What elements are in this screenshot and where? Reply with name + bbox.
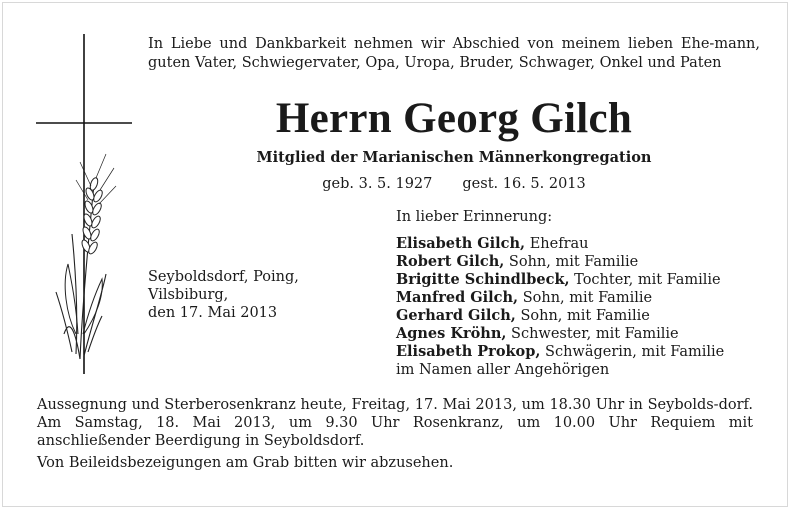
mourner-row: [396, 289, 766, 307]
service-details: [37, 396, 753, 472]
life-dates: [148, 174, 760, 194]
mourner-relation: Schwester, mit Familie: [506, 326, 679, 342]
mourner-name: Robert Gilch,: [396, 253, 505, 270]
death-date: gest. 16. 5. 2013: [462, 176, 586, 192]
service-paragraph: Aussegnung und Sterberosenkranz heute, Freitag, 17. Mai 2013, um 18.30 Uhr in Seybolds-dorf. Am Samstag, 18. Mai 2013, um 9.30 Uhr Rosenkranz, um 10.00 Uhr Requiem mit anschließender Beerdigung in Seyboldsdorf.: [37, 397, 753, 449]
mourner-relation: Sohn, mit Familie: [518, 290, 653, 306]
mourner-row: [396, 343, 766, 361]
mourner-relation: Schwägerin, mit Familie: [540, 344, 725, 360]
place-and-date: [148, 268, 368, 322]
deceased-name: Herrn Georg Gilch: [275, 95, 633, 142]
mourner-row: [396, 235, 766, 253]
mourners-heading: In lieber Erinnerung:: [396, 209, 553, 225]
mourners-block: [396, 208, 766, 379]
mourner-row: [396, 307, 766, 325]
mourner-row: [396, 253, 766, 271]
mourner-name: Manfred Gilch,: [396, 289, 519, 306]
cross-with-wheat-icon: [36, 34, 132, 374]
mourner-relation: Ehefrau: [525, 236, 589, 252]
mourner-name: Elisabeth Prokop,: [396, 343, 541, 360]
intro-text: In Liebe und Dankbarkeit nehmen wir Abschied von meinem lieben Ehe-mann, guten Vater, Schwiegervater, Opa, Uropa, Bruder, Schwager, Onkel und Paten: [148, 36, 760, 71]
notice-date: den 17. Mai 2013: [148, 305, 278, 321]
mourner-row: [396, 271, 766, 289]
place-line: Vilsbiburg,: [148, 287, 229, 303]
mourner-row: [396, 325, 766, 343]
mourner-name: Brigitte Schindlbeck,: [396, 271, 570, 288]
mourners-closing: im Namen aller Angehörigen: [396, 362, 610, 378]
condolence-note: Von Beileidsbezeigungen am Grab bitten wir abzusehen.: [37, 455, 454, 471]
place-line: Seyboldsdorf, Poing,: [148, 269, 299, 285]
mourner-name: Agnes Kröhn,: [396, 325, 507, 342]
mourner-relation: Sohn, mit Familie: [515, 308, 650, 324]
membership-line: Mitglied der Marianischen Männerkongregation: [256, 149, 652, 166]
mourner-name: Gerhard Gilch,: [396, 307, 516, 324]
birth-date: geb. 3. 5. 1927: [322, 176, 433, 192]
mourner-relation: Sohn, mit Familie: [504, 254, 639, 270]
mourner-relation: Tochter, mit Familie: [569, 272, 721, 288]
mourner-name: Elisabeth Gilch,: [396, 235, 526, 252]
